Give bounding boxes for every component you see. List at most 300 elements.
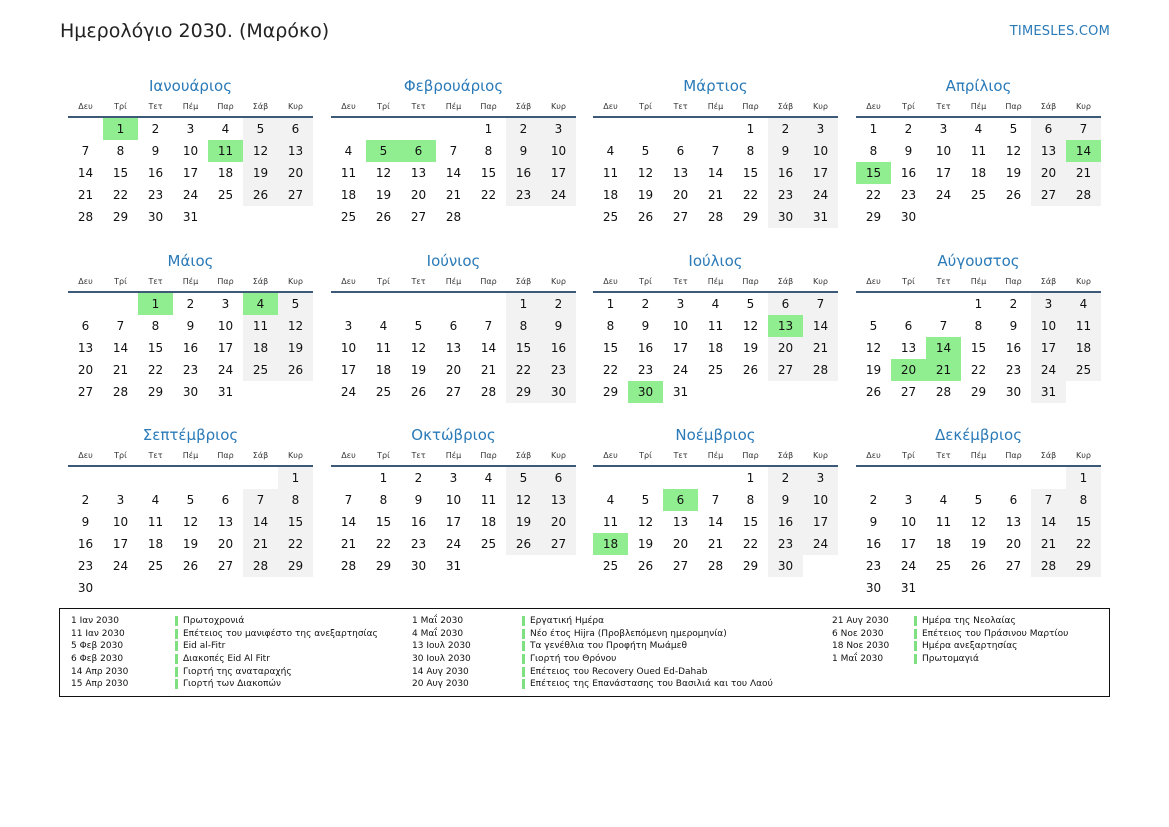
month-title: Μάρτιος	[683, 77, 748, 95]
day-cell: 7	[939, 319, 948, 333]
day-cell: 15	[147, 341, 164, 355]
day-cell: 9	[414, 493, 423, 507]
day-cell: 8	[606, 319, 615, 333]
weekday-label: Παρ	[1005, 277, 1022, 286]
day-cell: 2	[506, 118, 541, 140]
empty-cell	[698, 467, 733, 489]
day-cell: 4	[344, 144, 353, 158]
weekday-label: Πέμ	[707, 102, 724, 111]
day-cell: 5	[186, 493, 195, 507]
weekday-header	[68, 449, 313, 467]
weekday-label: Σάβ	[515, 102, 532, 111]
weekday-label: Δευ	[341, 451, 356, 460]
day-cell: 7	[81, 144, 90, 158]
day-cell: 7	[243, 489, 278, 511]
weekday-label: Πέμ	[707, 451, 724, 460]
day-cell: 29	[970, 385, 987, 399]
day-cell: 24	[900, 559, 917, 573]
day-cell: 4	[606, 144, 615, 158]
day-cell: 30	[768, 555, 803, 577]
day-cell: 12	[506, 489, 541, 511]
day-cell: 23	[147, 188, 164, 202]
day-cell: 27	[1005, 559, 1022, 573]
weekday-label: Παρ	[480, 277, 497, 286]
weekday-label: Κυρ	[551, 451, 566, 460]
weekday-label: Πέμ	[445, 102, 462, 111]
day-cell: 25	[602, 559, 619, 573]
day-cell: 3	[676, 297, 685, 311]
day-cell: 6	[541, 467, 576, 489]
day-cell: 5	[243, 118, 278, 140]
day-cell: 17	[112, 537, 129, 551]
weekday-label: Τετ	[148, 451, 163, 460]
day-cell: 9	[1009, 319, 1018, 333]
day-cell: 4	[606, 493, 615, 507]
day-cell: 11	[243, 315, 278, 337]
day-cell: 10	[803, 140, 838, 162]
day-cell: 15	[1066, 511, 1101, 533]
day-cell: 17	[935, 166, 952, 180]
day-cell: 1	[974, 297, 983, 311]
day-cell: 10	[541, 140, 576, 162]
weekday-header	[331, 100, 576, 118]
day-cell: 19	[970, 537, 987, 551]
weekday-header	[331, 449, 576, 467]
legend-date: 21 Αυγ 2030	[832, 616, 889, 627]
day-cell: 2	[768, 118, 803, 140]
empty-cell	[593, 118, 628, 140]
legend-row	[71, 653, 378, 666]
day-cell: 6	[768, 293, 803, 315]
empty-cell	[593, 467, 628, 489]
day-cell: 25	[375, 385, 392, 399]
day-cell: 23	[865, 559, 882, 573]
day-cell: 23	[506, 184, 541, 206]
day-cell: 2	[869, 493, 878, 507]
day-cell: 24	[935, 188, 952, 202]
day-cell: 21	[707, 188, 724, 202]
empty-cell	[366, 118, 401, 140]
day-cell: 11	[602, 515, 619, 529]
day-cell: 15	[506, 337, 541, 359]
holiday-day-cell: 30	[628, 381, 663, 403]
legend-holiday-name: Γιορτή της αναταραχής	[175, 667, 292, 677]
day-cell: 20	[77, 363, 94, 377]
day-cell: 23	[900, 188, 917, 202]
legend-holiday-name: Εργατική Ημέρα	[522, 616, 604, 626]
weekday-label: Τρί	[377, 451, 390, 460]
empty-cell	[891, 467, 926, 489]
holiday-day-cell: 14	[1066, 140, 1101, 162]
month-block	[68, 74, 313, 228]
day-cell: 24	[182, 188, 199, 202]
day-cell: 26	[506, 533, 541, 555]
day-cell: 1	[746, 471, 755, 485]
day-cell: 12	[865, 341, 882, 355]
day-cell: 10	[340, 341, 357, 355]
month-block	[331, 423, 576, 577]
day-cell: 5	[278, 293, 313, 315]
weekday-label: Παρ	[480, 451, 497, 460]
day-cell: 8	[278, 489, 313, 511]
day-cell: 4	[711, 297, 720, 311]
day-cell: 12	[243, 140, 278, 162]
day-cell: 14	[1031, 511, 1066, 533]
day-cell: 9	[641, 319, 650, 333]
day-cell: 29	[602, 385, 619, 399]
day-cell: 19	[1005, 166, 1022, 180]
weekday-label: Κυρ	[551, 277, 566, 286]
day-cell: 3	[221, 297, 230, 311]
brand-link[interactable]: TIMESLES.COM	[1009, 24, 1110, 39]
day-cell: 5	[414, 319, 423, 333]
holiday-day-cell: 13	[768, 315, 803, 337]
day-cell: 12	[637, 166, 654, 180]
day-cell: 23	[541, 359, 576, 381]
weekday-label: Παρ	[742, 451, 759, 460]
day-cell: 28	[112, 385, 129, 399]
holiday-day-cell: 1	[103, 118, 138, 140]
weekday-label: Δευ	[78, 102, 93, 111]
day-cell: 10	[445, 493, 462, 507]
holiday-day-cell: 21	[926, 359, 961, 381]
day-cell: 11	[970, 144, 987, 158]
weekday-label: Δευ	[78, 451, 93, 460]
day-cell: 26	[182, 559, 199, 573]
holiday-day-cell: 1	[138, 293, 173, 315]
day-cell: 8	[869, 144, 878, 158]
day-cell: 30	[182, 385, 199, 399]
day-grid	[68, 118, 313, 228]
day-cell: 2	[541, 293, 576, 315]
day-cell: 14	[340, 515, 357, 529]
day-cell: 19	[375, 188, 392, 202]
day-cell: 1	[506, 293, 541, 315]
page-title: Ημερολόγιο 2030. (Μαρόκο)	[60, 20, 330, 42]
legend-column	[832, 615, 1068, 665]
weekday-label: Πέμ	[970, 102, 987, 111]
day-cell: 5	[974, 493, 983, 507]
day-cell: 15	[112, 166, 129, 180]
day-cell: 14	[707, 166, 724, 180]
day-cell: 30	[865, 581, 882, 595]
weekday-label: Τρί	[377, 102, 390, 111]
weekday-label: Σάβ	[252, 102, 269, 111]
day-cell: 13	[672, 166, 689, 180]
legend-column	[71, 615, 378, 691]
legend-date: 5 Φεβ 2030	[71, 641, 124, 652]
month-title: Απρίλιος	[945, 77, 1012, 95]
day-cell: 12	[742, 319, 759, 333]
day-cell: 15	[480, 166, 497, 180]
weekday-label: Τρί	[639, 102, 652, 111]
weekday-label: Τρί	[377, 277, 390, 286]
day-cell: 12	[410, 341, 427, 355]
day-cell: 13	[445, 341, 462, 355]
day-cell: 14	[243, 511, 278, 533]
day-cell: 30	[541, 381, 576, 403]
day-cell: 22	[602, 363, 619, 377]
day-cell: 26	[375, 210, 392, 224]
empty-cell	[471, 293, 506, 315]
day-cell: 3	[344, 319, 353, 333]
weekday-label: Κυρ	[288, 451, 303, 460]
holiday-day-cell: 5	[366, 140, 401, 162]
day-cell: 20	[445, 363, 462, 377]
month-block	[331, 74, 576, 228]
day-cell: 3	[1031, 293, 1066, 315]
day-cell: 31	[803, 206, 838, 228]
day-cell: 21	[112, 363, 129, 377]
weekday-header	[593, 275, 838, 293]
legend-date: 20 Αυγ 2030	[412, 679, 469, 690]
legend-row	[412, 628, 773, 641]
day-cell: 17	[445, 515, 462, 529]
day-cell: 31	[900, 581, 917, 595]
day-cell: 16	[768, 162, 803, 184]
day-cell: 5	[869, 319, 878, 333]
legend-holiday-name: Νέο έτος Hijra (Προβλεπόμενη ημερομηνία)	[522, 629, 727, 639]
day-cell: 9	[506, 140, 541, 162]
day-cell: 21	[243, 533, 278, 555]
weekday-header	[68, 100, 313, 118]
day-cell: 3	[803, 467, 838, 489]
month-block	[593, 423, 838, 577]
weekday-label: Τρί	[114, 451, 127, 460]
empty-cell	[891, 293, 926, 315]
empty-cell	[208, 467, 243, 489]
day-cell: 8	[484, 144, 493, 158]
day-grid	[593, 467, 838, 577]
weekday-label: Κυρ	[1076, 102, 1091, 111]
day-cell: 30	[410, 559, 427, 573]
day-cell: 18	[147, 537, 164, 551]
weekday-label: Πέμ	[182, 277, 199, 286]
day-cell: 25	[340, 210, 357, 224]
day-cell: 25	[935, 559, 952, 573]
day-cell: 11	[707, 319, 724, 333]
day-cell: 1	[606, 297, 615, 311]
day-cell: 9	[904, 144, 913, 158]
empty-cell	[68, 293, 103, 315]
day-cell: 17	[900, 537, 917, 551]
legend-holiday-name: Επέτειος του Recovery Oued Ed-Dahab	[522, 667, 707, 677]
day-cell: 27	[445, 385, 462, 399]
month-title: Μάιος	[167, 252, 214, 270]
weekday-label: Πέμ	[707, 277, 724, 286]
day-cell: 28	[935, 385, 952, 399]
day-cell: 15	[375, 515, 392, 529]
day-cell: 27	[672, 210, 689, 224]
weekday-label: Σάβ	[515, 277, 532, 286]
legend-row	[71, 615, 378, 628]
day-cell: 26	[865, 385, 882, 399]
day-cell: 3	[803, 118, 838, 140]
weekday-header	[856, 449, 1101, 467]
day-cell: 28	[340, 559, 357, 573]
day-cell: 1	[379, 471, 388, 485]
legend-date: 14 Αυγ 2030	[412, 666, 469, 677]
weekday-header	[856, 100, 1101, 118]
day-cell: 29	[375, 559, 392, 573]
empty-cell	[628, 467, 663, 489]
legend-row	[412, 640, 773, 653]
day-cell: 30	[1005, 385, 1022, 399]
day-cell: 11	[147, 515, 164, 529]
empty-cell	[401, 293, 436, 315]
day-cell: 8	[974, 319, 983, 333]
day-cell: 12	[637, 515, 654, 529]
day-cell: 29	[742, 210, 759, 224]
day-cell: 29	[506, 381, 541, 403]
day-cell: 29	[742, 559, 759, 573]
day-cell: 9	[768, 140, 803, 162]
day-cell: 13	[217, 515, 234, 529]
day-cell: 12	[1005, 144, 1022, 158]
day-cell: 2	[1009, 297, 1018, 311]
month-title: Νοέμβριος	[675, 426, 756, 444]
empty-cell	[366, 293, 401, 315]
weekday-label: Σάβ	[777, 102, 794, 111]
day-cell: 22	[1066, 533, 1101, 555]
weekday-label: Δευ	[78, 277, 93, 286]
legend-row	[412, 615, 773, 628]
day-cell: 16	[1005, 341, 1022, 355]
day-cell: 22	[970, 363, 987, 377]
day-cell: 7	[449, 144, 458, 158]
day-cell: 2	[151, 122, 160, 136]
holiday-day-cell: 14	[926, 337, 961, 359]
day-grid	[856, 118, 1101, 228]
weekday-label: Παρ	[1005, 451, 1022, 460]
month-title: Ιανουάριος	[148, 77, 232, 95]
month-block	[856, 423, 1101, 599]
day-grid	[856, 293, 1101, 403]
day-cell: 10	[900, 515, 917, 529]
day-cell: 10	[217, 319, 234, 333]
day-cell: 19	[506, 511, 541, 533]
day-cell: 19	[243, 162, 278, 184]
day-cell: 21	[803, 337, 838, 359]
day-cell: 23	[768, 533, 803, 555]
day-cell: 13	[1031, 140, 1066, 162]
month-title: Δεκέμβριος	[934, 426, 1022, 444]
day-cell: 7	[1066, 118, 1101, 140]
legend-row	[412, 678, 773, 691]
month-title: Φεβρουάριος	[403, 77, 504, 95]
weekday-label: Δευ	[866, 102, 881, 111]
legend-row	[71, 640, 378, 653]
day-cell: 16	[768, 511, 803, 533]
day-cell: 13	[900, 341, 917, 355]
weekday-label: Πέμ	[970, 451, 987, 460]
day-cell: 26	[410, 385, 427, 399]
day-cell: 7	[1031, 489, 1066, 511]
day-cell: 10	[182, 144, 199, 158]
day-cell: 10	[935, 144, 952, 158]
legend-date: 11 Ιαν 2030	[71, 628, 125, 639]
weekday-label: Σάβ	[515, 451, 532, 460]
legend-holiday-name: Γιορτή του Θρόνου	[522, 654, 616, 664]
day-cell: 25	[243, 359, 278, 381]
day-cell: 11	[480, 493, 497, 507]
day-cell: 19	[865, 363, 882, 377]
empty-cell	[68, 118, 103, 140]
day-cell: 11	[375, 341, 392, 355]
day-cell: 16	[506, 162, 541, 184]
month-block	[856, 249, 1101, 403]
day-cell: 14	[480, 341, 497, 355]
day-cell: 21	[1031, 533, 1066, 555]
day-cell: 30	[77, 581, 94, 595]
month-block	[68, 249, 313, 403]
day-cell: 27	[278, 184, 313, 206]
day-cell: 6	[278, 118, 313, 140]
legend-holiday-name: Τα γενέθλια του Προφήτη Μωάμεθ	[522, 641, 687, 651]
day-cell: 6	[676, 144, 685, 158]
day-cell: 3	[116, 493, 125, 507]
day-cell: 2	[414, 471, 423, 485]
day-cell: 14	[445, 166, 462, 180]
weekday-label: Δευ	[341, 277, 356, 286]
legend-holiday-name: Διακοπές Eid Al Fitr	[175, 654, 270, 664]
legend-date: 1 Ιαν 2030	[71, 616, 119, 627]
day-cell: 4	[379, 319, 388, 333]
day-cell: 15	[602, 341, 619, 355]
legend-holiday-name: Επέτειος της Επανάστασης του Βασιλιά και του Λαού	[522, 679, 773, 689]
day-cell: 17	[541, 162, 576, 184]
day-cell: 7	[484, 319, 493, 333]
weekday-label: Παρ	[217, 451, 234, 460]
day-cell: 17	[803, 511, 838, 533]
holiday-day-cell: 20	[891, 359, 926, 381]
legend-row	[71, 665, 378, 678]
weekday-label: Τρί	[639, 451, 652, 460]
day-cell: 26	[278, 359, 313, 381]
day-cell: 26	[243, 184, 278, 206]
day-cell: 19	[637, 537, 654, 551]
month-title: Οκτώβριος	[411, 426, 496, 444]
day-cell: 3	[449, 471, 458, 485]
day-cell: 19	[637, 188, 654, 202]
weekday-label: Κυρ	[813, 102, 828, 111]
empty-cell	[331, 293, 366, 315]
day-cell: 14	[112, 341, 129, 355]
legend-holiday-name: Ημέρα ανεξαρτησίας	[914, 641, 1017, 651]
day-cell: 17	[217, 341, 234, 355]
legend-date: 30 Ιουλ 2030	[412, 654, 471, 665]
empty-cell	[961, 467, 996, 489]
day-cell: 22	[147, 363, 164, 377]
day-cell: 24	[803, 533, 838, 555]
day-grid	[68, 467, 313, 599]
day-cell: 2	[768, 467, 803, 489]
day-cell: 8	[746, 493, 755, 507]
day-cell: 22	[375, 537, 392, 551]
day-cell: 18	[340, 188, 357, 202]
day-cell: 18	[935, 537, 952, 551]
legend-row	[832, 640, 1068, 653]
legend-holiday-name: Επέτειος του Πράσινου Μαρτίου	[914, 629, 1068, 639]
day-cell: 29	[278, 555, 313, 577]
weekday-label: Τετ	[411, 102, 426, 111]
day-cell: 28	[480, 385, 497, 399]
day-cell: 9	[869, 515, 878, 529]
day-cell: 27	[768, 359, 803, 381]
empty-cell	[926, 467, 961, 489]
weekday-label: Τρί	[902, 451, 915, 460]
day-grid	[593, 118, 838, 228]
